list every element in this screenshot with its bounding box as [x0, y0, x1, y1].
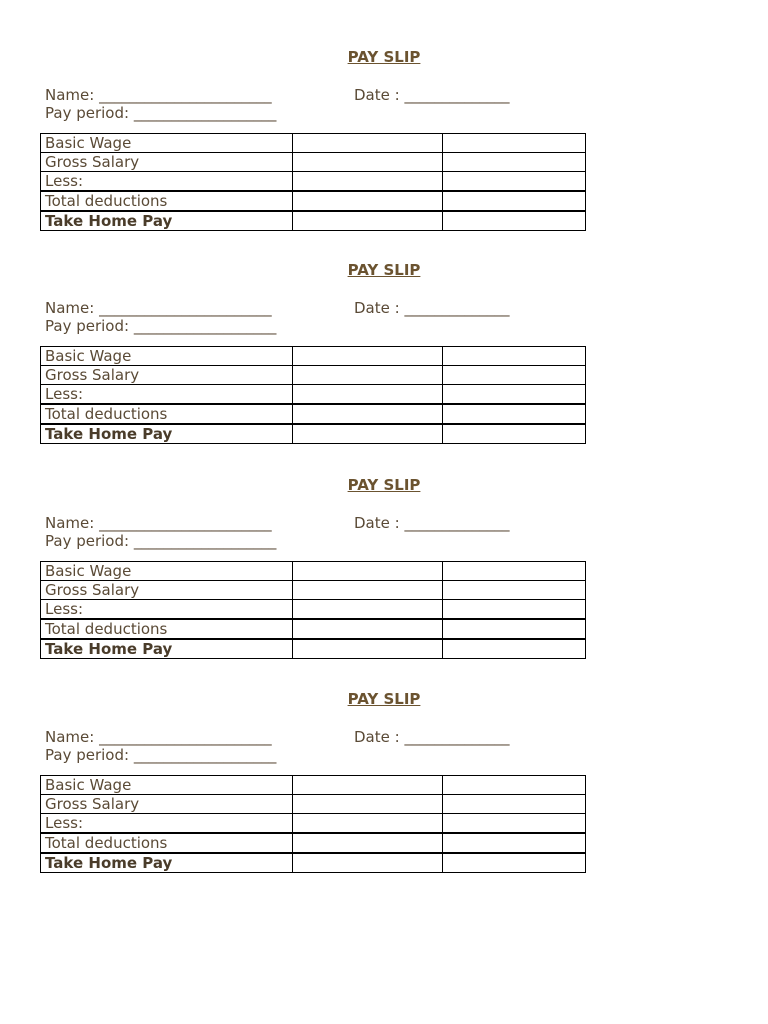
cell-gross-salary-a[interactable] [293, 581, 442, 600]
slip-title: PAY SLIP [347, 476, 421, 494]
date-field[interactable]: Date : ______________ [354, 514, 510, 532]
cell-total-deductions-b[interactable] [442, 833, 585, 853]
cell-basic-wage-b[interactable] [442, 134, 585, 153]
date-field[interactable]: Date : ______________ [354, 299, 510, 317]
pay-table [40, 133, 586, 231]
table-row [41, 211, 586, 231]
date-field[interactable]: Date : ______________ [354, 728, 510, 746]
cell-gross-salary-b[interactable] [442, 795, 585, 814]
pay-period-field[interactable]: Pay period: ___________________ [45, 104, 277, 122]
cell-total-deductions-b[interactable] [442, 404, 585, 424]
cell-take-home-pay-a[interactable] [293, 853, 442, 873]
row-label-less: Less: [41, 172, 293, 192]
row-label-take-home-pay: Take Home Pay [41, 424, 293, 444]
cell-gross-salary-b[interactable] [442, 153, 585, 172]
row-label-basic-wage: Basic Wage [41, 776, 293, 795]
cell-total-deductions-a[interactable] [293, 404, 442, 424]
cell-total-deductions-a[interactable] [293, 833, 442, 853]
pay-slip-3 [0, 476, 768, 690]
name-field[interactable]: Name: _______________________ [45, 514, 272, 532]
cell-basic-wage-b[interactable] [442, 562, 585, 581]
row-label-basic-wage: Basic Wage [41, 562, 293, 581]
table-row [41, 191, 586, 211]
cell-less-b[interactable] [442, 600, 585, 620]
pay-table [40, 775, 586, 873]
pay-slip-2 [0, 261, 768, 475]
row-label-take-home-pay: Take Home Pay [41, 639, 293, 659]
table-row [41, 639, 586, 659]
pay-table [40, 346, 586, 444]
row-label-gross-salary: Gross Salary [41, 795, 293, 814]
cell-take-home-pay-a[interactable] [293, 639, 442, 659]
cell-total-deductions-b[interactable] [442, 191, 585, 211]
cell-gross-salary-b[interactable] [442, 581, 585, 600]
row-label-less: Less: [41, 814, 293, 834]
row-label-take-home-pay: Take Home Pay [41, 211, 293, 231]
table-row [41, 153, 586, 172]
cell-basic-wage-a[interactable] [293, 776, 442, 795]
table-row [41, 172, 586, 192]
name-field[interactable]: Name: _______________________ [45, 299, 272, 317]
cell-take-home-pay-a[interactable] [293, 211, 442, 231]
slip-title: PAY SLIP [347, 48, 421, 66]
cell-basic-wage-a[interactable] [293, 562, 442, 581]
table-row [41, 795, 586, 814]
cell-less-a[interactable] [293, 600, 442, 620]
row-label-take-home-pay: Take Home Pay [41, 853, 293, 873]
pay-period-field[interactable]: Pay period: ___________________ [45, 317, 277, 335]
cell-take-home-pay-b[interactable] [442, 639, 585, 659]
row-label-total-deductions: Total deductions [41, 191, 293, 211]
table-row [41, 814, 586, 834]
cell-less-b[interactable] [442, 385, 585, 405]
cell-less-a[interactable] [293, 385, 442, 405]
cell-less-a[interactable] [293, 814, 442, 834]
pay-table [40, 561, 586, 659]
table-row [41, 562, 586, 581]
table-row [41, 424, 586, 444]
cell-basic-wage-b[interactable] [442, 776, 585, 795]
cell-total-deductions-a[interactable] [293, 619, 442, 639]
cell-take-home-pay-a[interactable] [293, 424, 442, 444]
table-row [41, 366, 586, 385]
pay-period-field[interactable]: Pay period: ___________________ [45, 746, 277, 764]
cell-basic-wage-a[interactable] [293, 347, 442, 366]
table-row [41, 385, 586, 405]
cell-gross-salary-a[interactable] [293, 795, 442, 814]
table-row [41, 404, 586, 424]
slip-title: PAY SLIP [347, 690, 421, 708]
row-label-total-deductions: Total deductions [41, 833, 293, 853]
name-field[interactable]: Name: _______________________ [45, 86, 272, 104]
cell-less-b[interactable] [442, 172, 585, 192]
pay-slip-4 [0, 690, 768, 904]
pay-period-field[interactable]: Pay period: ___________________ [45, 532, 277, 550]
cell-total-deductions-b[interactable] [442, 619, 585, 639]
cell-basic-wage-b[interactable] [442, 347, 585, 366]
cell-gross-salary-a[interactable] [293, 153, 442, 172]
table-row [41, 619, 586, 639]
row-label-basic-wage: Basic Wage [41, 134, 293, 153]
cell-less-a[interactable] [293, 172, 442, 192]
cell-gross-salary-a[interactable] [293, 366, 442, 385]
cell-gross-salary-b[interactable] [442, 366, 585, 385]
name-field[interactable]: Name: _______________________ [45, 728, 272, 746]
pay-slip-1 [0, 48, 768, 262]
table-row [41, 347, 586, 366]
cell-take-home-pay-b[interactable] [442, 424, 585, 444]
row-label-less: Less: [41, 385, 293, 405]
row-label-basic-wage: Basic Wage [41, 347, 293, 366]
row-label-gross-salary: Gross Salary [41, 581, 293, 600]
table-row [41, 134, 586, 153]
table-row [41, 581, 586, 600]
table-row [41, 776, 586, 795]
cell-take-home-pay-b[interactable] [442, 853, 585, 873]
slip-title: PAY SLIP [347, 261, 421, 279]
table-row [41, 600, 586, 620]
row-label-less: Less: [41, 600, 293, 620]
table-row [41, 853, 586, 873]
row-label-total-deductions: Total deductions [41, 404, 293, 424]
row-label-gross-salary: Gross Salary [41, 153, 293, 172]
cell-less-b[interactable] [442, 814, 585, 834]
date-field[interactable]: Date : ______________ [354, 86, 510, 104]
row-label-total-deductions: Total deductions [41, 619, 293, 639]
row-label-gross-salary: Gross Salary [41, 366, 293, 385]
cell-total-deductions-a[interactable] [293, 191, 442, 211]
cell-take-home-pay-b[interactable] [442, 211, 585, 231]
table-row [41, 833, 586, 853]
cell-basic-wage-a[interactable] [293, 134, 442, 153]
